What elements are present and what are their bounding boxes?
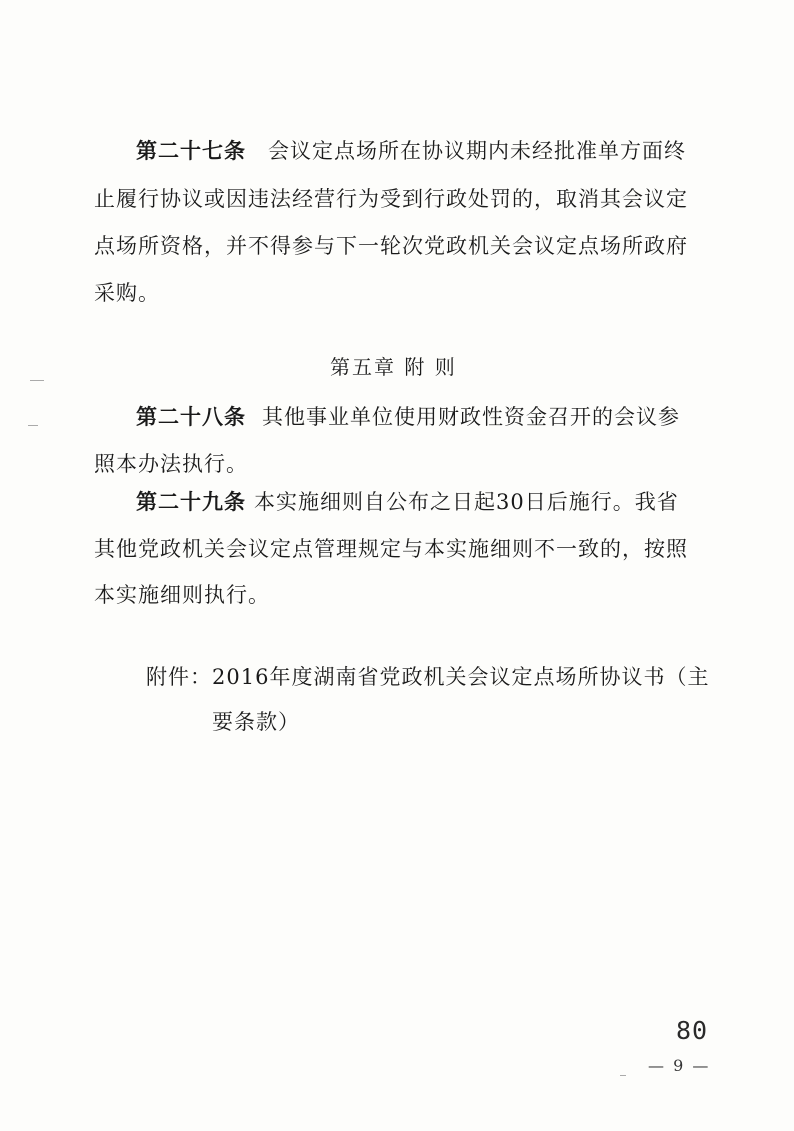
page-number: — 9 — [648, 1056, 711, 1075]
article-29-line-1 [136, 487, 679, 517]
article-28-line-1 [136, 402, 680, 432]
article-28-text-1: 其他事业单位使用财政性资金召开的会议参 [262, 405, 680, 429]
article-27-line-3: 点场所资格，并不得参与下一轮次党政机关会议定点场所政府 [94, 234, 688, 258]
article-28-line-2: 照本办法执行。 [94, 452, 248, 476]
chapter-5-heading: 第五章 附 则 [330, 355, 457, 379]
handwritten-number: 80 [676, 1016, 709, 1045]
article-29-title: 第二十九条 [136, 490, 246, 514]
scan-speck [620, 1075, 626, 1076]
article-27-line-4: 采购。 [94, 281, 160, 305]
article-27-title: 第二十七条 [136, 139, 246, 163]
article-29-text-1: 本实施细则自公布之日起30日后施行。我省 [254, 490, 679, 514]
article-28-title: 第二十八条 [136, 405, 246, 429]
article-27-text-1: 会议定点场所在协议期内未经批准单方面终 [268, 139, 686, 163]
attachment-line-1: 附件：2016年度湖南省党政机关会议定点场所协议书（主 [146, 665, 710, 689]
article-27-line-1 [136, 136, 686, 166]
scan-speck [30, 380, 44, 381]
article-27-line-2: 止履行协议或因违法经营行为受到行政处罚的，取消其会议定 [94, 187, 688, 211]
attachment-line-2: 要条款） [212, 710, 300, 734]
article-29-line-3: 本实施细则执行。 [94, 583, 270, 607]
scan-speck [28, 425, 38, 426]
article-29-line-2: 其他党政机关会议定点管理规定与本实施细则不一致的，按照 [94, 537, 688, 561]
